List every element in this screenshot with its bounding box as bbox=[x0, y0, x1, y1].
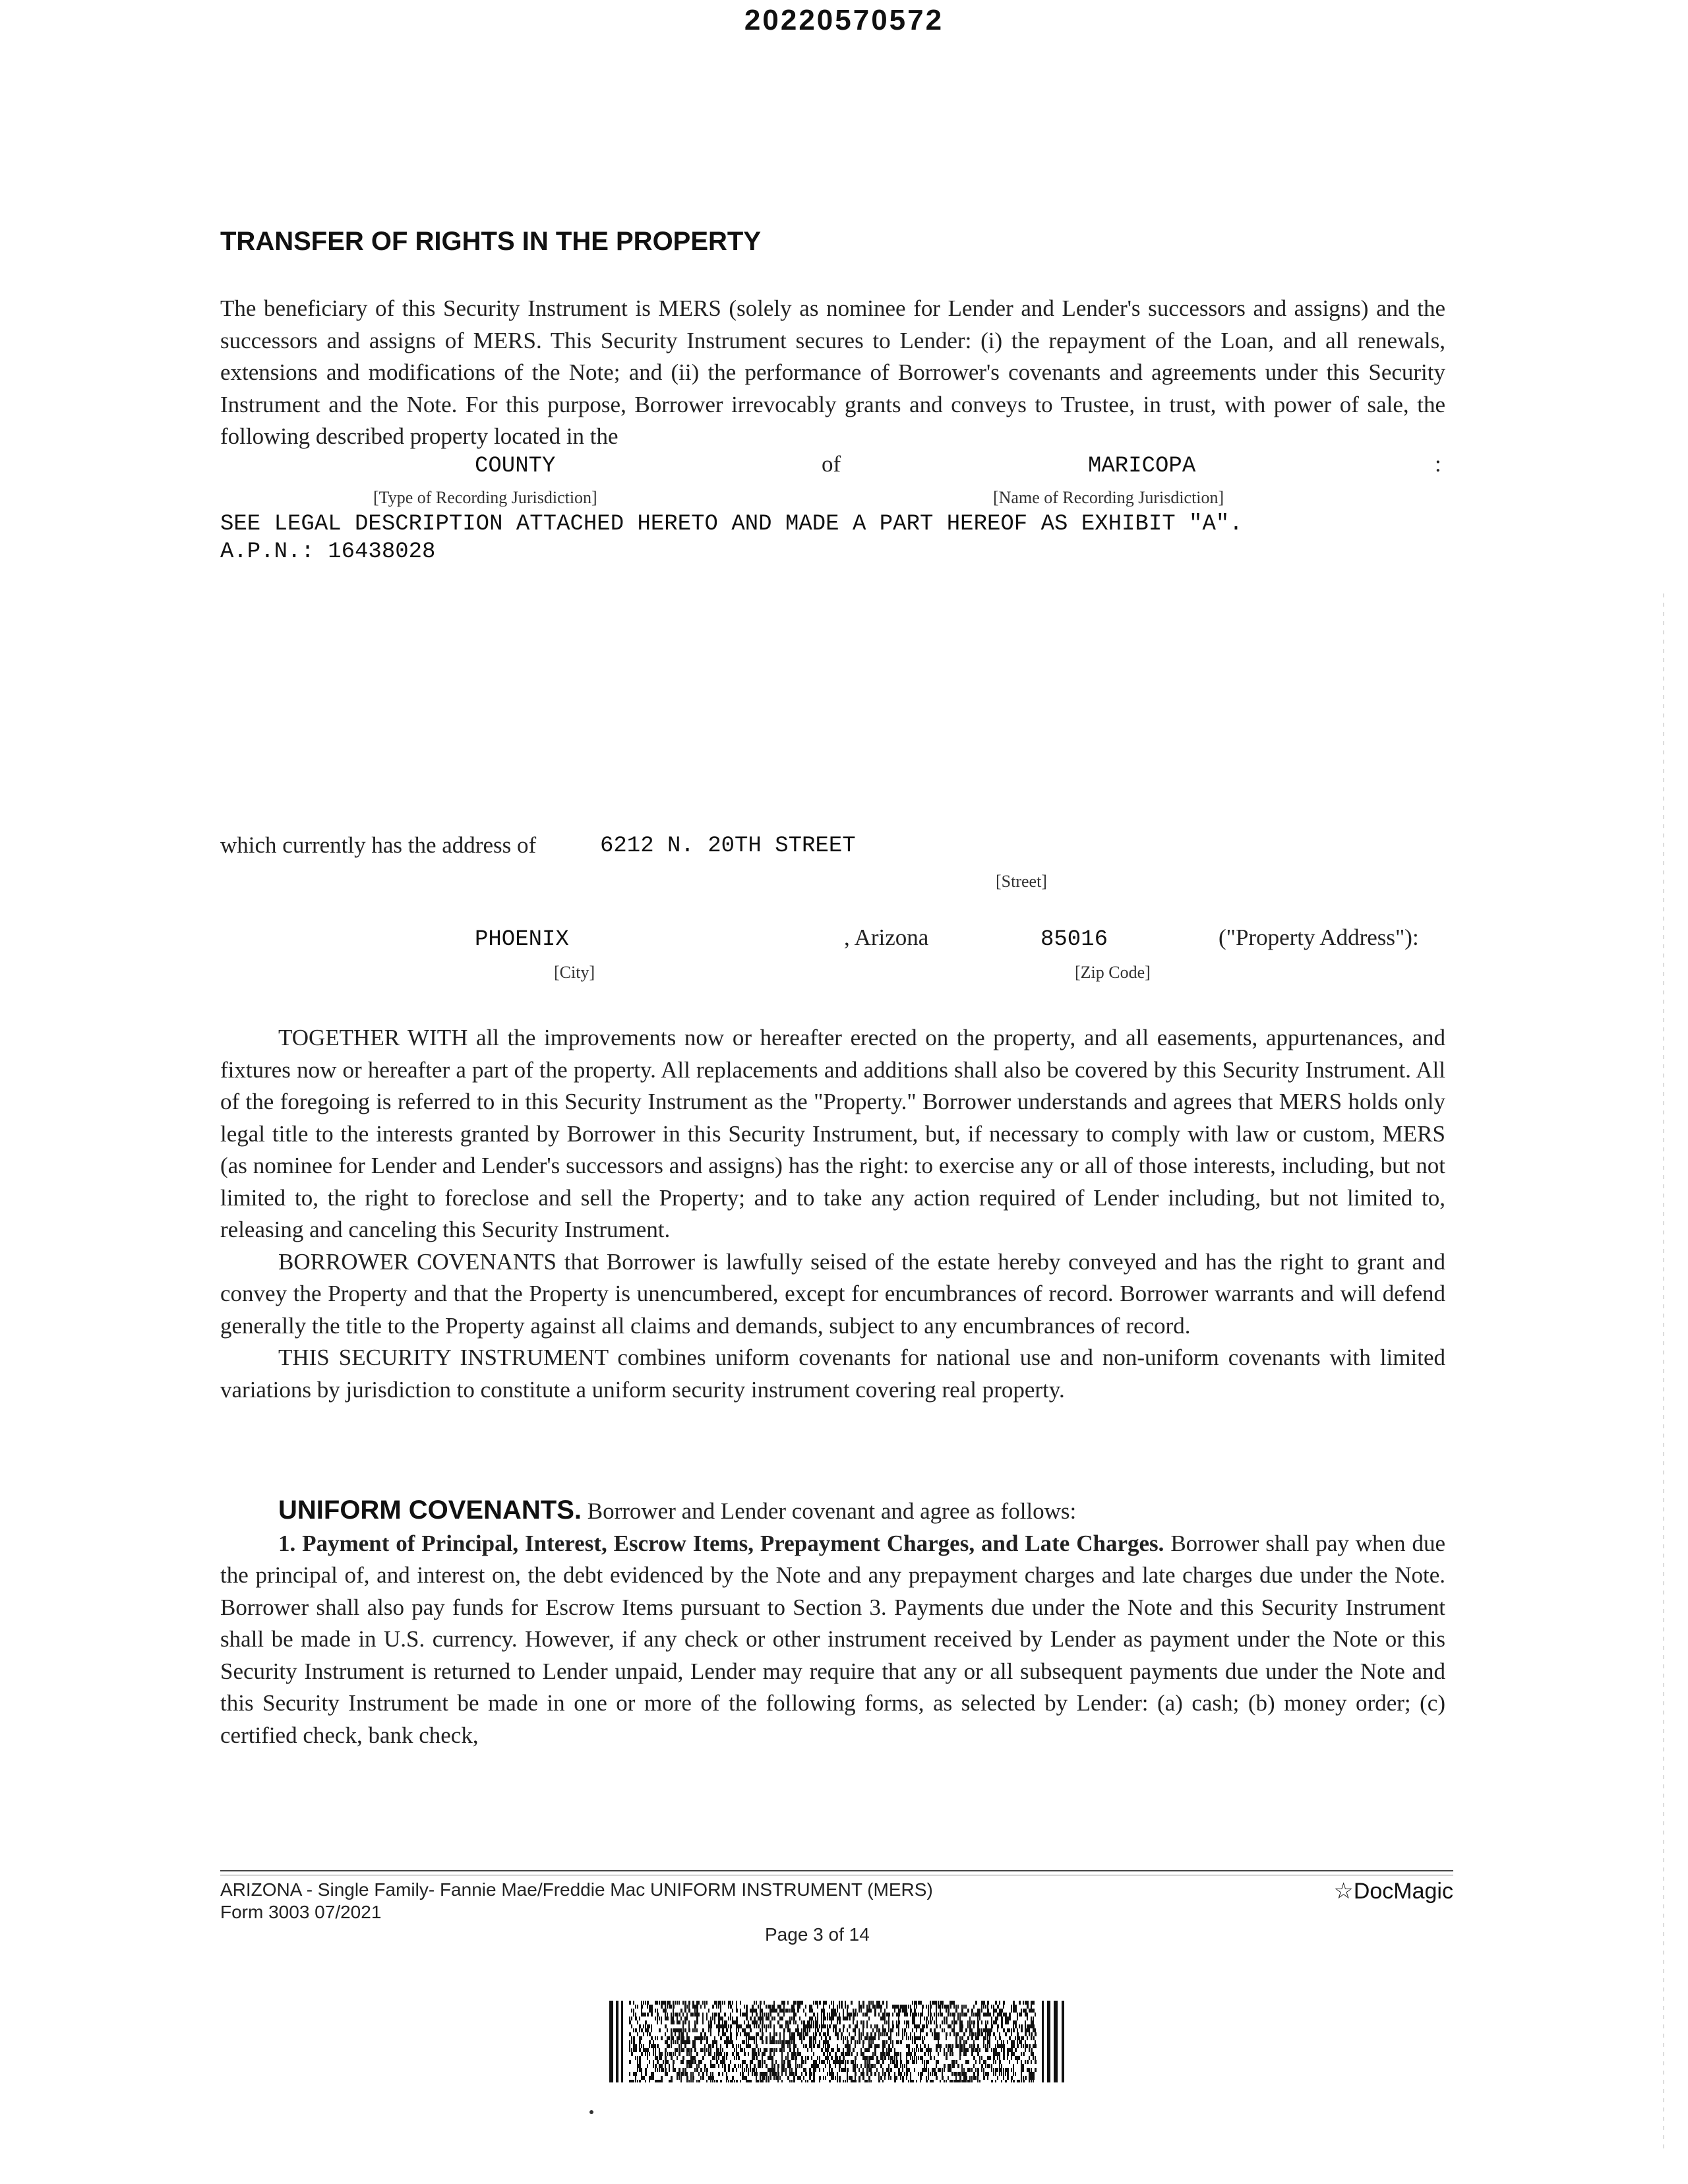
state-text: , Arizona bbox=[844, 925, 929, 950]
street-label: [Street] bbox=[996, 872, 1047, 891]
barcode-image bbox=[607, 2001, 1068, 2082]
docmagic-brand: DocMagic bbox=[1353, 1879, 1453, 1904]
document-number: 20220570572 bbox=[744, 4, 944, 36]
jurisdiction-type-label: [Type of Recording Jurisdiction] bbox=[373, 488, 597, 507]
together-paragraph: TOGETHER WITH all the improvements now or hereafter erected on the property, and all easements, appurtenances, and fixtures now or hereafter a part of the property. All replacements and additions shall also be covered by this Security Instrument. All of the foregoing is referred to in this Security Instrument as the "Property." Borrower understands and agrees that MERS holds only legal title to the interests granted by Borrower in this Security Instrument, but, if necessary to comply with law or custom, MERS (as nominee for Lender and Lender's successors and assigns) has the right: to exercise any or all of those interests, including, but not limited to, the right to foreclose and sell the Property; and to take any action required of Lender including, but not limited to, releasing and canceling this Security Instrument. bbox=[220, 1025, 1445, 1242]
property-address-label: ("Property Address"): bbox=[1219, 925, 1419, 950]
street-value: 6212 N. 20TH STREET bbox=[600, 834, 856, 859]
uniform-covenants-intro: Borrower and Lender covenant and agree as follows: bbox=[587, 1498, 1077, 1524]
city-label: [City] bbox=[554, 963, 595, 982]
jurisdiction-name-value: MARICOPA bbox=[1088, 454, 1196, 479]
zip-value: 85016 bbox=[1040, 927, 1108, 952]
legal-description-line1: SEE LEGAL DESCRIPTION ATTACHED HERETO AND MADE A PART HEREOF AS EXHIBIT "A". bbox=[220, 512, 1243, 537]
jurisdiction-of: of bbox=[822, 451, 841, 477]
borrower-covenants-paragraph: BORROWER COVENANTS that Borrower is lawfully seised of the estate hereby conveyed and has the right to grant and convey the Property and that the Property is unencumbered, except for encumbrances of record. Borrower warrants and will defend generally the title to the Property against all claims and demands, subject to any encumbrances of record. bbox=[220, 1248, 1445, 1339]
covenant-1-number: 1. bbox=[278, 1530, 296, 1556]
city-value: PHOENIX bbox=[475, 927, 569, 952]
footer-form-number: Form 3003 07/2021 bbox=[220, 1902, 382, 1922]
docmagic-logo bbox=[1333, 1878, 1453, 1904]
section-title: TRANSFER OF RIGHTS IN THE PROPERTY bbox=[220, 227, 762, 256]
scan-edge-artifact bbox=[1663, 593, 1664, 2150]
transfer-text: The beneficiary of this Security Instrument is MERS (solely as nominee for Lender and Lender's successors and assigns) and the successors and assigns of MERS. This Security Instrument secures to Lender: (i) the repayment of the Loan, and all renewals, extensions and modifications of the Note; and (ii) the performance of Borrower's covenants and agreements under this Security Instrument and the Note. For this purpose, Borrower irrevocably grants and conveys to Trustee, in trust, with power of sale, the following described property located in the bbox=[220, 295, 1445, 449]
security-instrument-paragraph: THIS SECURITY INSTRUMENT combines uniform covenants for national use and non-uniform covenants with limited variations by jurisdiction to constitute a uniform security instrument covering real property. bbox=[220, 1345, 1445, 1403]
covenant-1-heading: Payment of Principal, Interest, Escrow Items, Prepayment Charges, and Late Charges. bbox=[302, 1530, 1164, 1556]
zip-label: [Zip Code] bbox=[1075, 963, 1151, 982]
scan-dot bbox=[589, 2110, 593, 2114]
legal-description-apn: A.P.N.: 16438028 bbox=[220, 539, 436, 564]
jurisdiction-colon: : bbox=[1435, 451, 1441, 477]
star-icon: ☆ bbox=[1333, 1879, 1354, 1904]
transfer-paragraph bbox=[220, 293, 1445, 453]
address-lead-text: which currently has the address of bbox=[220, 832, 537, 858]
covenant-1-text: Borrower shall pay when due the principal of, and interest on, the debt evidenced by the Note and any prepayment charges and late charges due under the Note. Borrower shall also pay funds for Escrow Items pursuant to Section 3. Payments due under the Note and this Security Instrument shall be made in U.S. currency. However, if any check or other instrument received by Lender as payment under the Note or this Security Instrument is returned to Lender unpaid, Lender may require that any or all subsequent payments due under the Note and this Security Instrument be made in one or more of the following forms, as selected by Lender: (a) cash; (b) money order; (c) certified check, bank check, bbox=[220, 1530, 1446, 1748]
body-paragraphs bbox=[220, 1022, 1445, 1406]
footer-page-number: Page 3 of 14 bbox=[765, 1924, 870, 1945]
footer-rule bbox=[220, 1870, 1453, 1871]
uniform-covenants-section bbox=[220, 1494, 1445, 1751]
uniform-covenants-title: UNIFORM COVENANTS. bbox=[278, 1496, 582, 1525]
footer-form-title: ARIZONA - Single Family- Fannie Mae/Freddie Mac UNIFORM INSTRUMENT (MERS) bbox=[220, 1879, 933, 1900]
jurisdiction-name-label: [Name of Recording Jurisdiction] bbox=[993, 488, 1224, 507]
jurisdiction-type-value: COUNTY bbox=[475, 454, 556, 479]
